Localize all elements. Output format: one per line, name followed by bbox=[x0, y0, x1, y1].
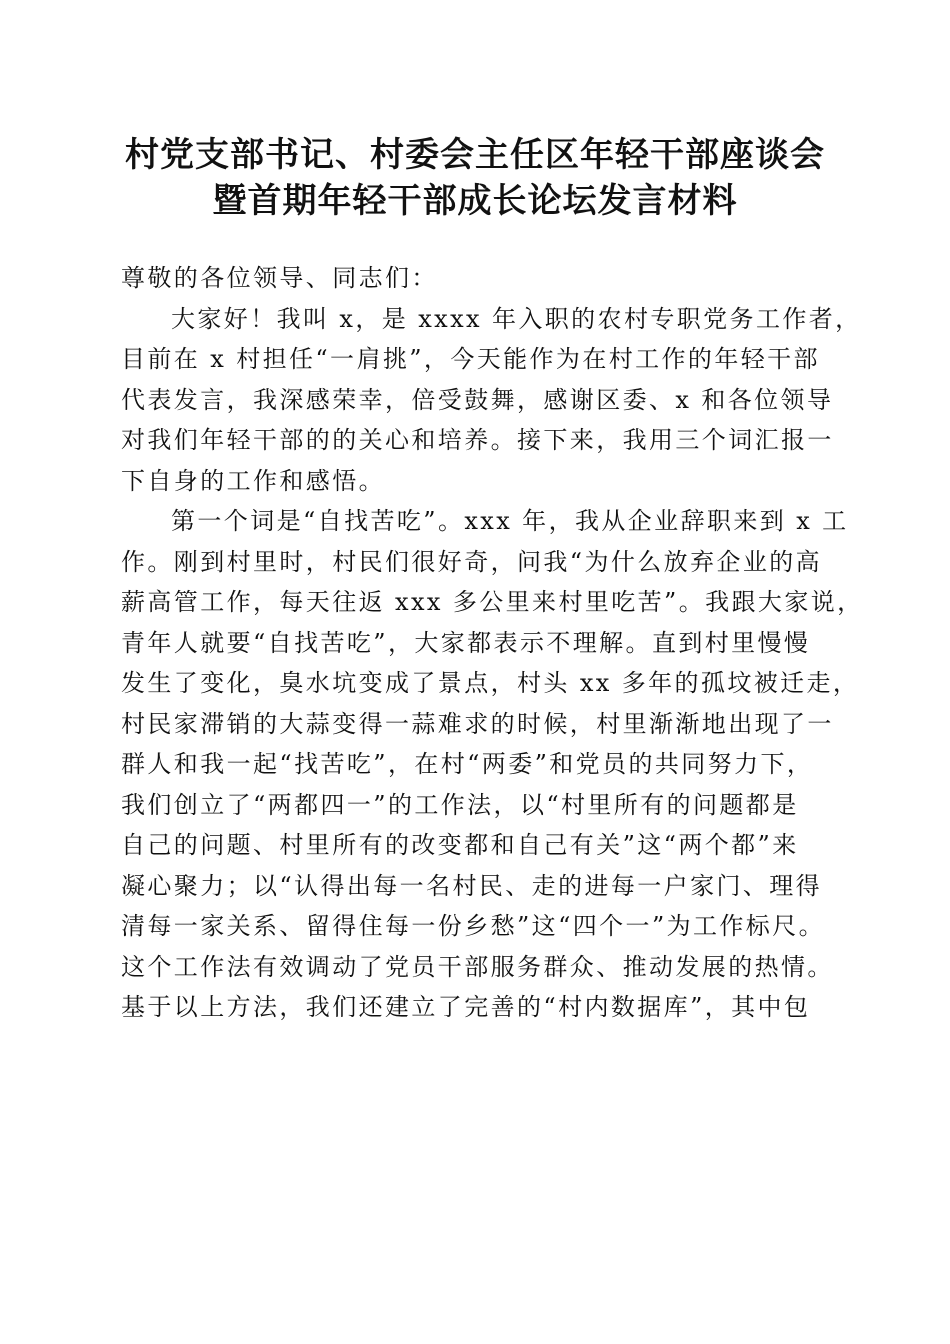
paragraph-2 bbox=[121, 501, 864, 1028]
paragraph-line: 凝心聚力；以“认得出每一名村民、走的进每一户家门、理得 bbox=[121, 871, 823, 900]
paragraph-line: 下自身的工作和感悟。 bbox=[121, 466, 385, 495]
paragraph-line: 自己的问题、村里所有的改变都和自己有关”这“两个都”来 bbox=[121, 831, 799, 859]
paragraph-1 bbox=[121, 299, 862, 502]
title-line-1: 村党支部书记、村委会主任区年轻干部座谈会 bbox=[125, 135, 825, 175]
paragraph-line: 基于以上方法，我们还建立了完善的“村内数据库”，其中包 bbox=[121, 993, 811, 1021]
document-body bbox=[121, 258, 864, 1028]
paragraph-line: 薪高管工作，每天往返 xxx 多公里来村里吃苦”。我跟大家说， bbox=[121, 588, 864, 616]
paragraph-line: 代表发言，我深感荣幸，倍受鼓舞，感谢区委、x 和各位领导 bbox=[121, 385, 834, 414]
paragraph-line: 村民家滞销的大蒜变得一蒜难求的时候，村里渐渐地出现了一 bbox=[121, 709, 834, 738]
paragraph-line: 这个工作法有效调动了党员干部服务群众、推动发展的热情。 bbox=[121, 952, 834, 981]
paragraph-line: 发生了变化，臭水坑变成了景点，村头 xx 多年的孤坟被迁走， bbox=[121, 669, 860, 697]
document-title bbox=[100, 132, 850, 224]
paragraph-line: 对我们年轻干部的的关心和培养。接下来，我用三个词汇报一 bbox=[121, 426, 834, 454]
paragraph-line: 目前在 x 村担任“一肩挑”，今天能作为在村工作的年轻干部 bbox=[121, 345, 820, 373]
paragraph-line: 青年人就要“自找苦吃”，大家都表示不理解。直到村里慢慢 bbox=[121, 628, 811, 657]
title-line-2: 暨首期年轻干部成长论坛发言材料 bbox=[212, 181, 738, 221]
paragraph-line: 群人和我一起“找苦吃”，在村“两委”和党员的共同努力下， bbox=[121, 750, 814, 778]
paragraph-line: 清每一家关系、留得住每一份乡愁”这“四个一”为工作标尺。 bbox=[121, 912, 826, 940]
paragraph-line: 我们创立了“两都四一”的工作法，以“村里所有的问题都是 bbox=[121, 790, 799, 819]
paragraph-line: 第一个词是“自找苦吃”。xxx 年，我从企业辞职来到 x 工 bbox=[171, 507, 849, 535]
paragraph-line: 大家好！我叫 x，是 xxxx 年入职的农村专职党务工作者， bbox=[171, 304, 862, 333]
paragraph-line: 作。刚到村里时，村民们很好奇，问我“为什么放弃企业的高 bbox=[121, 547, 823, 576]
salutation: 尊敬的各位领导、同志们： bbox=[121, 264, 438, 292]
